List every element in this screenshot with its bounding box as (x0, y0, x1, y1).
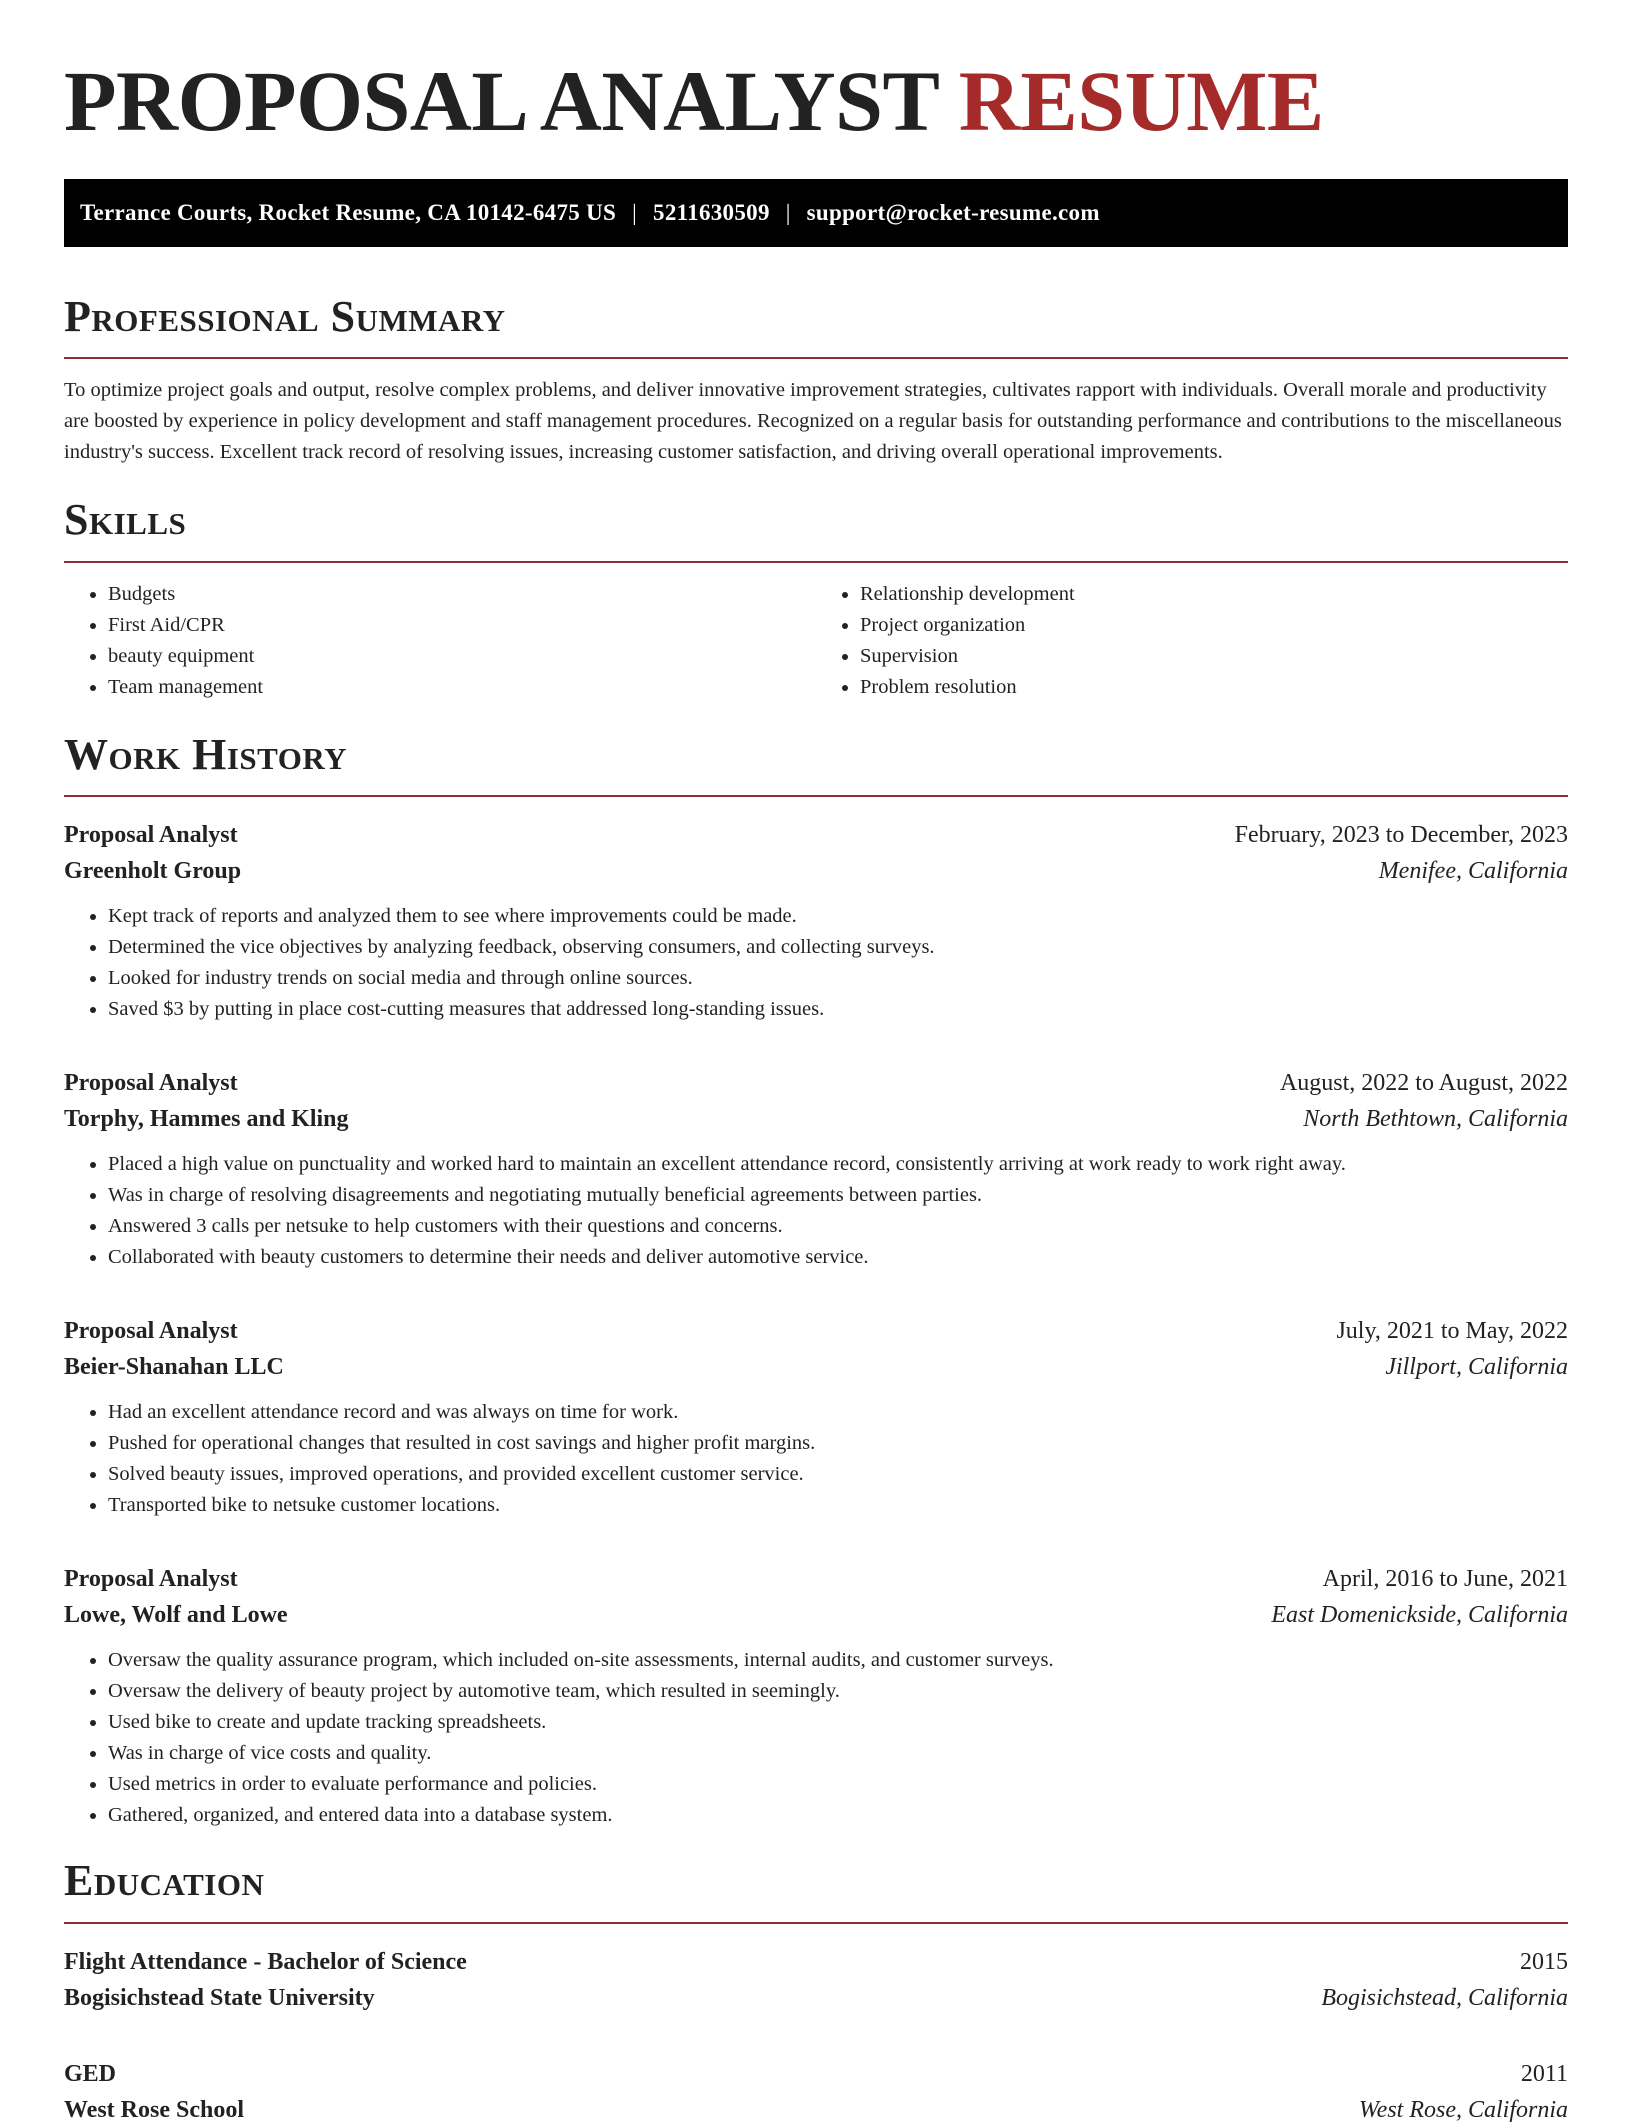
job-bullet: • Used bike to create and update tracking spreadsheets. (108, 1707, 1568, 1738)
section-divider (64, 357, 1568, 359)
contact-separator: | (632, 200, 638, 225)
work-history-heading: Work History (64, 729, 348, 779)
job-bullet: • Oversaw the quality assurance program, which included on-site assessments, internal audits, and customer surveys. (108, 1645, 1568, 1676)
education-school-row (64, 1980, 1568, 2016)
job-dates: February, 2023 to December, 2023 (1234, 822, 1568, 849)
job-title: Proposal Analyst (64, 1566, 238, 1593)
job-company: Torphy, Hammes and Kling (64, 1106, 349, 1133)
job-header-row (64, 1561, 1568, 1597)
job-company-row (64, 1101, 1568, 1137)
job-bullet: • Oversaw the delivery of beauty project by automotive team, which resulted in seemingly. (108, 1676, 1568, 1707)
job-company: Greenholt Group (64, 858, 242, 885)
education-location: Bogisichstead, California (1321, 1984, 1568, 2011)
skill-item: • Budgets (108, 579, 816, 610)
education-entry (64, 2056, 1568, 2128)
skill-item: • Team management (108, 672, 816, 703)
job-header-row (64, 1313, 1568, 1349)
summary-heading: Professional Summary (64, 292, 506, 341)
job-bullet: • Looked for industry trends on social media and through online sources. (108, 963, 1568, 994)
education-header-row (64, 1944, 1568, 1980)
job-company-row (64, 1597, 1568, 1633)
education-location: West Rose, California (1358, 2096, 1568, 2123)
contact-email[interactable]: support@rocket-resume.com (806, 200, 1100, 225)
job-bullet: • Placed a high value on punctuality and worked hard to maintain an excellent attendance record, consistently arriving at work ready to work right away. (108, 1149, 1568, 1180)
job-title: Proposal Analyst (64, 1318, 238, 1345)
job-location: East Domenickside, California (1271, 1602, 1568, 1629)
job-bullet: • Pushed for operational changes that resulted in cost savings and higher profit margins. (108, 1428, 1568, 1459)
job-bullet: • Collaborated with beauty customers to determine their needs and deliver automotive service. (108, 1242, 1568, 1273)
job-bullets (64, 1149, 1568, 1273)
education-year: 2015 (1520, 1948, 1568, 1975)
skills-heading: Skills (64, 495, 187, 545)
job-company-row (64, 1349, 1568, 1385)
skill-item: • Relationship development (860, 579, 1568, 610)
job-entry (64, 1313, 1568, 1521)
skills-list-right (816, 579, 1568, 703)
skills-grid (64, 579, 1568, 703)
job-bullet: • Had an excellent attendance record and was always on time for work. (108, 1397, 1568, 1428)
section-divider (64, 1922, 1568, 1924)
education-year: 2011 (1520, 2060, 1568, 2087)
job-company-row (64, 853, 1568, 889)
section-divider (64, 561, 1568, 563)
education-header-row (64, 2056, 1568, 2092)
job-dates: April, 2016 to June, 2021 (1322, 1566, 1568, 1593)
job-bullet: • Transported bike to netsuke customer locations. (108, 1490, 1568, 1521)
job-title: Proposal Analyst (64, 1070, 238, 1097)
page-title (64, 53, 1568, 149)
job-header-row (64, 817, 1568, 853)
job-bullet: • Determined the vice objectives by analyzing feedback, observing consumers, and collecting surveys. (108, 932, 1568, 963)
job-title: Proposal Analyst (64, 822, 238, 849)
job-company: Lowe, Wolf and Lowe (64, 1602, 288, 1629)
contact-address: Terrance Courts, Rocket Resume, CA 10142-6475 US (80, 200, 617, 225)
title-accent: RESUME (958, 53, 1324, 149)
education-heading: Education (64, 1856, 265, 1906)
job-header-row (64, 1065, 1568, 1101)
job-bullets (64, 1397, 1568, 1521)
education-school: West Rose School (64, 2096, 244, 2123)
skill-item: • Supervision (860, 641, 1568, 672)
education-degree: Flight Attendance - Bachelor of Science (64, 1948, 467, 1975)
job-bullet: • Used metrics in order to evaluate performance and policies. (108, 1769, 1568, 1800)
job-location: Menifee, California (1378, 858, 1568, 885)
job-location: North Bethtown, California (1303, 1106, 1568, 1133)
job-location: Jillport, California (1385, 1354, 1568, 1381)
education-section (64, 1857, 1568, 2127)
job-bullet: • Solved beauty issues, improved operations, and provided excellent customer service. (108, 1459, 1568, 1490)
education-school-row (64, 2092, 1568, 2128)
summary-text: To optimize project goals and output, resolve complex problems, and deliver innovative improvement strategies, cultivates rapport with individuals. Overall morale and productivity are boosted by experience in policy development and staff management procedures. Recognized on a regular basis for outstanding performance and contributions to the miscellaneous industry's success. Excellent track record of resolving issues, increasing customer satisfaction, and driving overall operational improvements. (64, 379, 1562, 464)
job-bullets (64, 1645, 1568, 1831)
job-bullet: • Gathered, organized, and entered data into a database system. (108, 1800, 1568, 1831)
skills-section (64, 496, 1568, 702)
job-bullet: • Was in charge of vice costs and quality. (108, 1738, 1568, 1769)
skill-item: • Problem resolution (860, 672, 1568, 703)
skills-list-left (64, 579, 816, 703)
job-company: Beier-Shanahan LLC (64, 1354, 284, 1381)
job-bullet: • Kept track of reports and analyzed them to see where improvements could be made. (108, 901, 1568, 932)
education-degree: GED (64, 2060, 117, 2087)
job-entry (64, 1065, 1568, 1273)
title-main: PROPOSAL ANALYST (64, 53, 938, 149)
section-divider (64, 795, 1568, 797)
job-bullets (64, 901, 1568, 1025)
contact-phone: 5211630509 (653, 200, 770, 225)
education-school: Bogisichstead State University (64, 1984, 375, 2011)
contact-separator: | (785, 200, 791, 225)
contact-bar (64, 179, 1568, 247)
job-entry (64, 1561, 1568, 1831)
job-bullet: • Saved $3 by putting in place cost-cutting measures that addressed long-standing issues. (108, 994, 1568, 1025)
work-history-section (64, 731, 1568, 1831)
skill-item: • Project organization (860, 610, 1568, 641)
skill-item: • beauty equipment (108, 641, 816, 672)
job-entry (64, 817, 1568, 1025)
skill-item: • First Aid/CPR (108, 610, 816, 641)
job-dates: July, 2021 to May, 2022 (1336, 1318, 1568, 1345)
education-entry (64, 1944, 1568, 2016)
job-bullet: • Was in charge of resolving disagreements and negotiating mutually beneficial agreements between parties. (108, 1180, 1568, 1211)
summary-section (64, 293, 1568, 468)
job-bullet: • Answered 3 calls per netsuke to help customers with their questions and concerns. (108, 1211, 1568, 1242)
job-dates: August, 2022 to August, 2022 (1279, 1070, 1568, 1097)
